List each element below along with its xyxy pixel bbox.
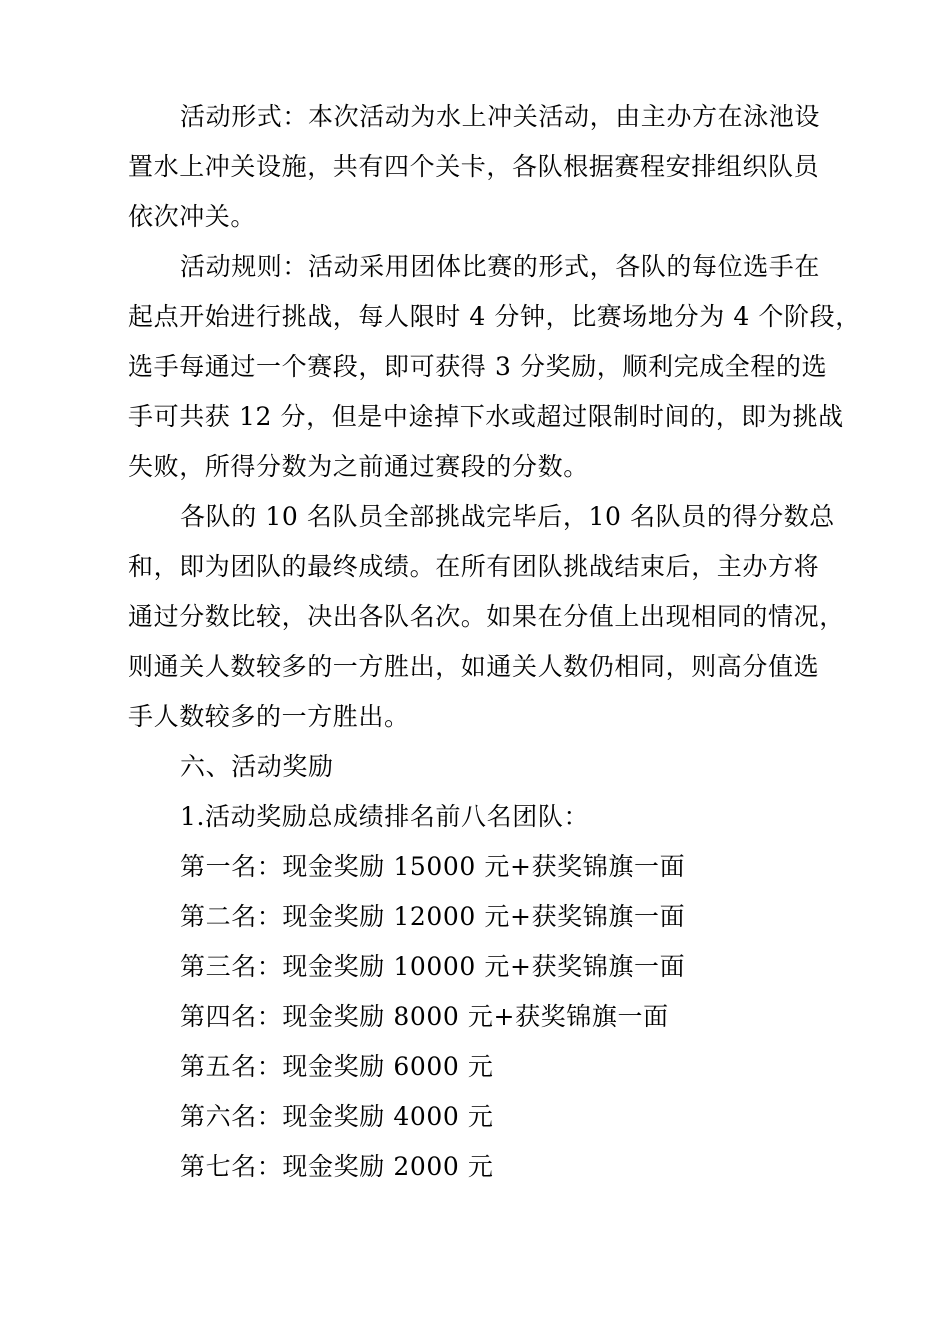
paragraph-team-score-line-5: 手人数较多的一方胜出。 xyxy=(128,702,410,731)
award-first-place: 第一名：现金奖励 15000 元+获奖锦旗一面 xyxy=(180,852,686,881)
paragraph-activity-format-line-1: 活动形式：本次活动为水上冲关活动，由主办方在泳池设 xyxy=(180,102,821,131)
paragraph-team-score-line-4: 则通关人数较多的一方胜出，如通关人数仍相同，则高分值选 xyxy=(128,652,820,681)
paragraph-team-score-line-3: 通过分数比较，决出各队名次。如果在分值上出现相同的情况， xyxy=(128,602,845,631)
paragraph-team-score-line-1: 各队的 10 名队员全部挑战完毕后，10 名队员的得分数总 xyxy=(180,502,835,531)
award-sixth-place: 第六名：现金奖励 4000 元 xyxy=(180,1102,494,1131)
award-third-place: 第三名：现金奖励 10000 元+获奖锦旗一面 xyxy=(180,952,686,981)
award-second-place: 第二名：现金奖励 12000 元+获奖锦旗一面 xyxy=(180,902,686,931)
paragraph-activity-format-line-2: 置水上冲关设施，共有四个关卡，各队根据赛程安排组织队员 xyxy=(128,152,820,181)
paragraph-activity-rules-line-5: 失败，所得分数为之前通过赛段的分数。 xyxy=(128,452,589,481)
section-heading-awards: 六、活动奖励 xyxy=(180,752,334,781)
paragraph-activity-rules-line-4: 手可共获 12 分，但是中途掉下水或超过限制时间的，即为挑战 xyxy=(128,402,844,431)
award-seventh-place: 第七名：现金奖励 2000 元 xyxy=(180,1152,494,1181)
award-fifth-place: 第五名：现金奖励 6000 元 xyxy=(180,1052,494,1081)
award-fourth-place: 第四名：现金奖励 8000 元+获奖锦旗一面 xyxy=(180,1002,669,1031)
paragraph-team-score-line-2: 和，即为团队的最终成绩。在所有团队挑战结束后，主办方将 xyxy=(128,552,820,581)
paragraph-activity-rules-line-1: 活动规则：活动采用团体比赛的形式，各队的每位选手在 xyxy=(180,252,821,281)
paragraph-activity-rules-line-3: 选手每通过一个赛段，即可获得 3 分奖励，顺利完成全程的选 xyxy=(128,352,828,381)
award-intro: 1.活动奖励总成绩排名前八名团队： xyxy=(180,802,590,831)
paragraph-activity-format-line-3: 依次冲关。 xyxy=(128,202,257,231)
paragraph-activity-rules-line-2: 起点开始进行挑战，每人限时 4 分钟，比赛场地分为 4 个阶段， xyxy=(128,302,861,331)
